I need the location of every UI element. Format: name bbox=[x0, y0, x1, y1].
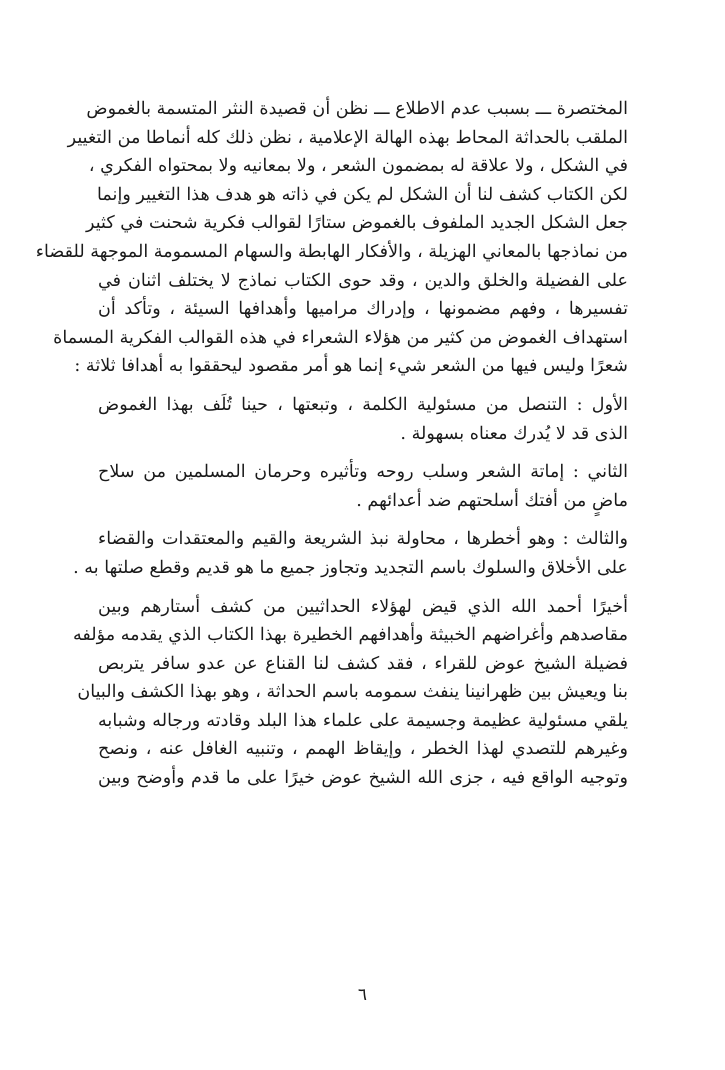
text-line: بنا ويعيش بين ظهرانينا ينفث سمومه باسم الحداثة ، وهو بهذا الكشف والبيان bbox=[77, 682, 628, 703]
text-line: فضيلة الشيخ عوض للقراء ، فقد كشف لنا القناع عن عدو سافر يتربص bbox=[98, 653, 628, 674]
text-line: الثاني : إماتة الشعر وسلب روحه وتأثيره وحرمان المسلمين من سلاح bbox=[98, 462, 628, 483]
text-line: أخيرًا أحمد الله الذي قيض لهؤلاء الحداثيين من كشف أستارهم وبين bbox=[98, 596, 628, 617]
text-line: يلقي مسئولية عظيمة وجسيمة على علماء هذا البلد وقادته ورجاله وشبابه bbox=[98, 710, 628, 731]
text-line: شعرًا وليس فيها من الشعر شيء إنما هو أمر مقصود ليحققوا به أهدافا ثلاثة : bbox=[74, 356, 628, 377]
page-body bbox=[35, 95, 628, 793]
text-line: والثالث : وهو أخطرها ، محاولة نبذ الشريعة والقيم والمعتقدات والقضاء bbox=[98, 529, 628, 550]
text-line: وغيرهم للتصدي لهذا الخطر ، وإيقاظ الهمم ، وتنبيه الغافل عنه ، ونصح bbox=[98, 739, 628, 760]
paragraph-first-aim bbox=[98, 391, 628, 448]
paragraph-gap bbox=[98, 515, 628, 525]
paragraph-second-aim bbox=[98, 458, 628, 515]
text-line: لكن الكتاب كشف لنا أن الشكل لم يكن في ذاته هو هدف هذا التغيير وإنما bbox=[97, 184, 628, 205]
text-line: الذى قد لا يُدرك معناه بسهولة . bbox=[400, 423, 628, 444]
text-line: من نماذجها بالمعاني الهزيلة ، والأفكار الهابطة والسهام المسمومة الموجهة للقضاء bbox=[35, 241, 628, 262]
paragraph-intro bbox=[35, 95, 628, 381]
text-line: على الفضيلة والخلق والدين ، وقد حوى الكتاب نماذج لا يختلف اثنان في bbox=[98, 270, 628, 291]
text-line: استهداف الغموض من كثير من هؤلاء الشعراء في هذه القوالب الفكرية المسماة bbox=[53, 327, 628, 348]
text-line: الأول : التنصل من مسئولية الكلمة ، وتبعتها ، حينا تُلَف بهذا الغموض bbox=[98, 394, 628, 415]
text-line: مقاصدهم وأغراضهم الخبيثة وأهدافهم الخطيرة بهذا الكتاب الذي يقدمه مؤلفه bbox=[72, 625, 628, 646]
text-line: تفسيرها ، وفهم مضمونها ، وإدراك مراميها وأهدافها السيئة ، وتأكد أن bbox=[98, 299, 628, 320]
text-line: في الشكل ، ولا علاقة له بمضمون الشعر ، ولا بمعانيه ولا بمحتواه الفكري ، bbox=[88, 156, 628, 177]
page-number: ٦ bbox=[357, 985, 368, 1005]
text-line: على الأخلاق والسلوك باسم التجديد وتجاوز جميع ما هو قديم وقطع صلتها به . bbox=[73, 557, 628, 578]
paragraph-third-aim bbox=[73, 525, 628, 582]
text-line: المختصرة ـــ بسبب عدم الاطلاع ـــ نظن أن قصيدة النثر المتسمة بالغموض bbox=[86, 99, 628, 119]
paragraph-gap bbox=[98, 448, 628, 458]
paragraph-conclusion bbox=[72, 593, 628, 793]
text-line: ماضٍ من أفتك أسلحتهم ضد أعدائهم . bbox=[356, 490, 628, 511]
paragraph-gap bbox=[98, 381, 628, 391]
text-line: الملقب بالحداثة المحاط بهذه الهالة الإعلامية ، نظن ذلك كله أنماطا من التغيير bbox=[67, 127, 628, 148]
text-line: وتوجيه الواقع فيه ، جزى الله الشيخ عوض خيرًا على ما قدم وأوضح وبين bbox=[98, 768, 628, 789]
text-line: جعل الشكل الجديد الملفوف بالغموض ستارًا لقوالب فكرية شحنت في كثير bbox=[86, 213, 628, 234]
paragraph-gap bbox=[98, 583, 628, 593]
